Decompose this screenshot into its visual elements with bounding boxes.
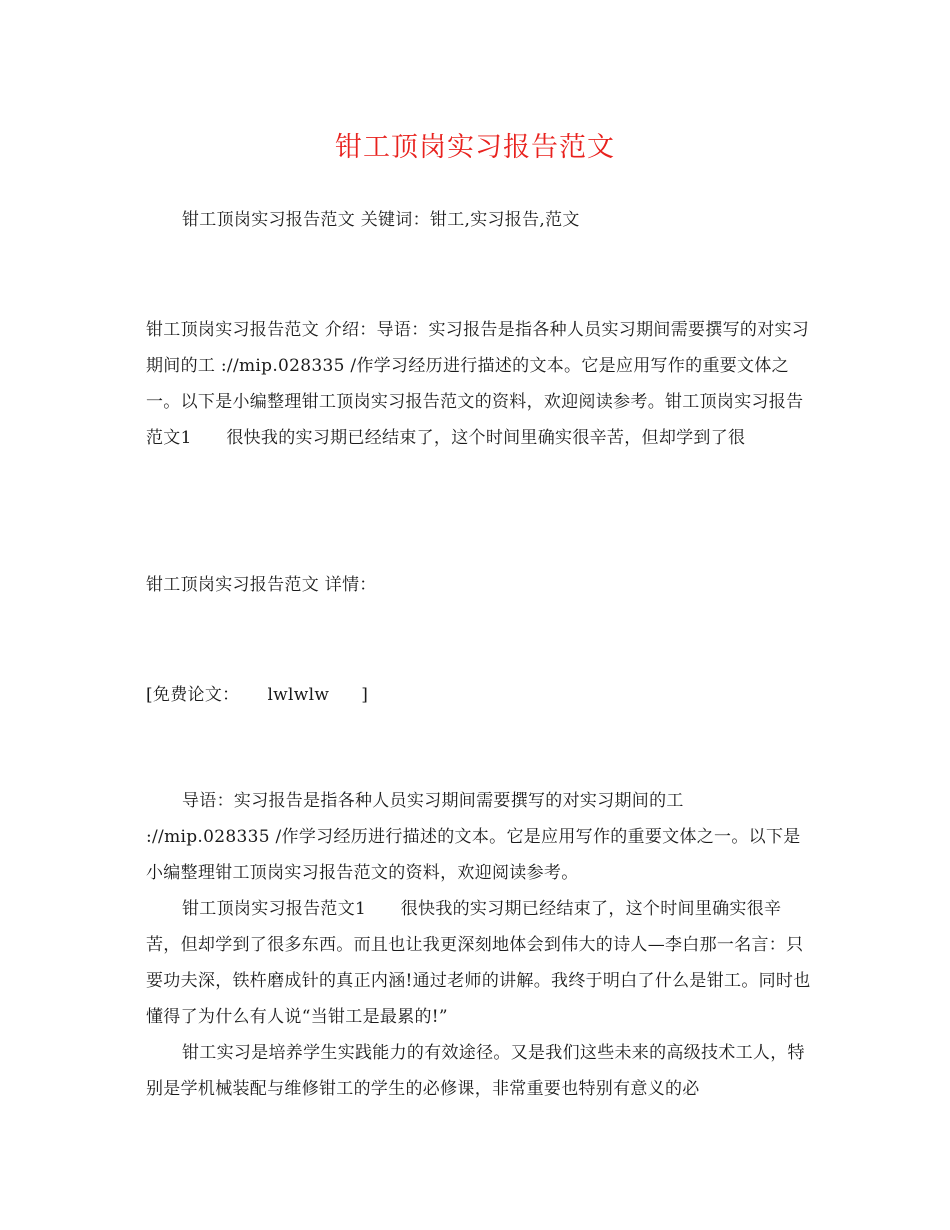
body-text — [146, 783, 811, 1107]
free-paper-line — [146, 677, 811, 713]
free-paper-close: ] — [361, 685, 369, 705]
body-paragraph: 钳工顶岗实习报告范文1 很快我的实习期已经结束了，这个时间里确实很辛苦，但却学到了很多东西。而且也让我更深刻地体会到伟大的诗人—李白那一名言：只要功夫深，铁杵磨成针的真正内涵!通过老师的讲解。我终于明白了什么是钳工。同时也懂得了为什么有人说“当钳工是最累的!” — [146, 899, 811, 1027]
document-title: 钳工顶岗实习报告范文 — [335, 132, 615, 163]
free-paper-value: lwlwlw — [267, 685, 330, 705]
details-label: 钳工顶岗实习报告范文 详情： — [146, 575, 377, 595]
body-paragraph: 钳工实习是培养学生实践能力的有效途径。又是我们这些未来的高级技术工人，特别是学机械装配与维修钳工的学生的必修课，非常重要也特别有意义的必 — [146, 1043, 805, 1099]
body-paragraph: 导语：实习报告是指各种人员实习期间需要撰写的对实习期间的工 ://mip.028335 /作学习经历进行描述的文本。它是应用写作的重要文体之一。以下是小编整理钳工顶岗实习报告范文的资料，欢迎阅读参考。 — [146, 791, 801, 883]
free-paper-open: [免费论文： — [146, 685, 240, 705]
keywords-line: 钳工顶岗实习报告范文 关键词：钳工,实习报告,范文 — [182, 210, 580, 230]
intro-paragraph: 钳工顶岗实习报告范文 介绍：导语：实习报告是指各种人员实习期间需要撰写的对实习期间的工 ://mip.028335 /作学习经历进行描述的文本。它是应用写作的重要文体之一。以下是小编整理钳工顶岗实习报告范文的资料，欢迎阅读参考。钳工顶岗实习报告范文1 很快我的实习期已经结束了，这个时间里确实很辛苦，但却学到了很 — [146, 320, 810, 448]
